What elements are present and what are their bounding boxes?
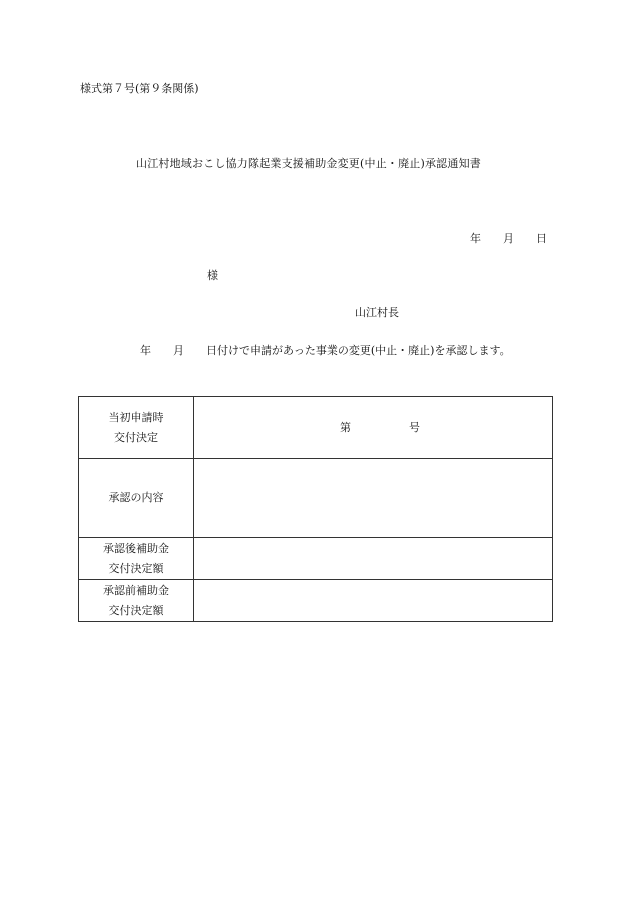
approval-table xyxy=(78,396,553,622)
amount-before-field[interactable] xyxy=(194,580,553,622)
amount-after-field[interactable] xyxy=(194,538,553,580)
label-amount-before xyxy=(79,580,194,622)
body-year-label: 年 xyxy=(140,344,151,357)
date-month-label: 月 xyxy=(503,232,514,245)
table-row-amount-before xyxy=(79,580,553,622)
decision-number-field[interactable] xyxy=(194,397,553,459)
label-line: 当初申請時 xyxy=(108,410,164,424)
label-initial-decision xyxy=(79,397,194,459)
body-text: 日付けで申請があった事業の変更(中止・廃止)を承認します。 xyxy=(206,344,511,357)
date-day-label: 日 xyxy=(536,232,547,245)
label-line: 交付決定額 xyxy=(108,603,164,617)
approval-content-field[interactable] xyxy=(194,459,553,538)
body-text-line xyxy=(140,345,511,356)
label-line: 承認前補助金 xyxy=(103,583,169,597)
label-line: 承認後補助金 xyxy=(103,541,169,555)
form-number: 様式第７号(第９条関係) xyxy=(80,82,199,95)
label-approval-content: 承認の内容 xyxy=(79,459,194,538)
document-title: 山江村地域おこし協力隊起業支援補助金変更(中止・廃止)承認通知書 xyxy=(136,157,481,170)
table-row-amount-after xyxy=(79,538,553,580)
issuer-name: 山江村長 xyxy=(355,306,399,319)
dai-label: 第 xyxy=(340,420,351,434)
label-amount-after xyxy=(79,538,194,580)
recipient-suffix: 様 xyxy=(207,269,218,282)
table-row-approval-content xyxy=(79,459,553,538)
label-line: 交付決定額 xyxy=(108,561,164,575)
label-line: 交付決定 xyxy=(114,430,158,444)
body-month-label: 月 xyxy=(173,344,184,357)
go-label: 号 xyxy=(409,420,420,434)
date-year-label: 年 xyxy=(470,232,481,245)
date-line xyxy=(470,233,547,244)
table-row-initial-decision xyxy=(79,397,553,459)
